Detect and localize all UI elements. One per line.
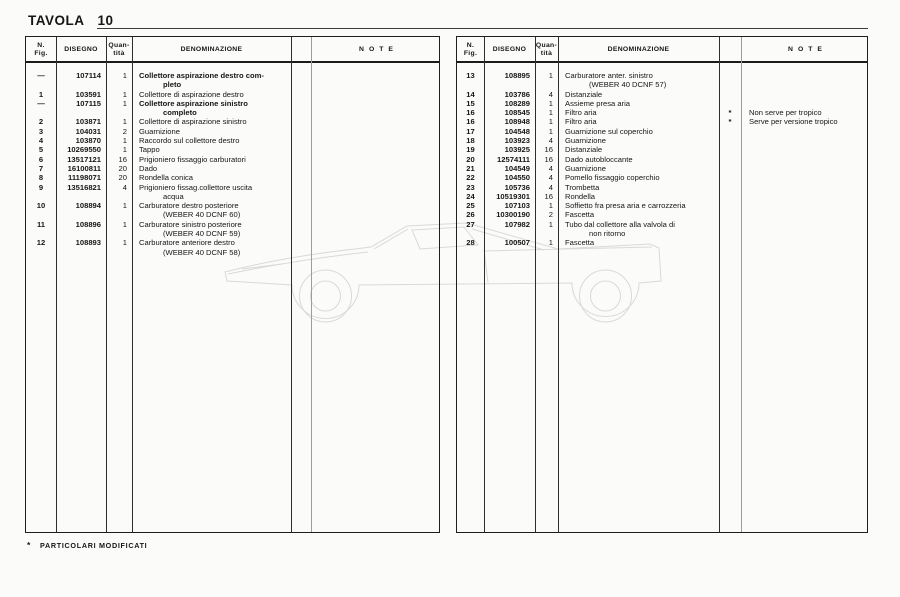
table-row (26, 90, 439, 99)
table-row (26, 220, 439, 239)
fig-cell: 15 (466, 98, 475, 108)
disegno-cell: 104031 (75, 126, 101, 136)
note-cell (741, 99, 869, 108)
table-row (26, 117, 439, 126)
denominazione-line: Dado (139, 163, 158, 173)
fig-cell: 19 (466, 145, 475, 155)
disegno-cell: 103871 (75, 117, 101, 127)
note-cell (741, 201, 869, 210)
denominazione-cell (132, 127, 291, 136)
column-divider (132, 37, 133, 532)
denominazione-line: Fascetta (565, 238, 595, 248)
note-cell (311, 99, 441, 118)
note-cell (311, 201, 441, 220)
disegno-cell: 10300190 (496, 210, 530, 220)
modified-part-star-icon (291, 127, 311, 136)
fig-cell: 24 (466, 191, 475, 201)
note-cell (741, 145, 869, 154)
denominazione-line: Collettore di aspirazione destro (139, 89, 244, 99)
denominazione-line: (WEBER 40 DCNF 58) (163, 247, 241, 257)
note-cell (741, 210, 869, 219)
denominazione-cell (558, 210, 719, 219)
disegno-cell: 104548 (504, 126, 530, 136)
fig-cell: 14 (466, 89, 475, 99)
denominazione-line: Guarnizione sul coperchio (565, 126, 653, 136)
denominazione-line: Collettore aspirazione sinistro (139, 98, 248, 108)
disegno-cell: 103786 (504, 89, 530, 99)
fig-cell: 25 (466, 201, 475, 211)
qty-cell: 16 (544, 154, 553, 164)
denominazione-cell (558, 71, 719, 90)
column-divider (558, 37, 559, 532)
header-quantita: Quan- tità (108, 42, 130, 57)
table-row (26, 136, 439, 145)
denominazione-line: (WEBER 40 DCNF 60) (163, 210, 241, 220)
fig-cell: 16 (466, 108, 475, 118)
denominazione-line: Rondella (565, 191, 595, 201)
denominazione-line: pleto (163, 80, 182, 90)
note-cell (741, 71, 869, 90)
modified-part-star-icon (291, 145, 311, 154)
disegno-cell: 108894 (75, 201, 101, 211)
table-row (26, 71, 439, 90)
modified-part-star-icon (719, 164, 741, 173)
denominazione-cell (132, 220, 291, 239)
denominazione-cell (132, 117, 291, 126)
qty-cell: 1 (548, 126, 553, 136)
header-fig: N. Fig. (34, 42, 48, 57)
disegno-cell: 12574111 (497, 154, 530, 164)
table-row (457, 71, 867, 90)
disegno-cell: 108895 (504, 71, 530, 80)
column-divider (719, 37, 720, 532)
note-cell (311, 220, 441, 239)
header-disegno: DISEGNO (492, 46, 527, 54)
qty-cell: 1 (548, 117, 553, 127)
fig-cell: 2 (38, 117, 44, 127)
qty-cell: 1 (548, 108, 553, 118)
fig-cell: 6 (38, 154, 44, 164)
fig-cell: 7 (38, 163, 44, 173)
title-rule (97, 28, 868, 29)
fig-cell: 22 (466, 173, 475, 183)
table-row (457, 127, 867, 136)
qty-cell: 20 (118, 173, 127, 183)
fig-cell: 8 (38, 173, 44, 183)
denominazione-line: Carburatore anteriore destro (139, 238, 235, 248)
footnote-text: PARTICOLARI MODIFICATI (40, 541, 148, 550)
note-cell (311, 90, 441, 99)
table-row (26, 201, 439, 220)
disegno-cell: 108289 (504, 98, 530, 108)
denominazione-line: Prigioniero fissaggio carburatori (139, 154, 246, 164)
fig-cell: — (37, 98, 45, 108)
qty-cell: 1 (548, 219, 553, 229)
fig-cell: 26 (466, 210, 475, 220)
parts-table-right (456, 36, 868, 533)
denominazione-cell (132, 201, 291, 220)
note-cell: Non serve per tropico (749, 108, 822, 118)
note-cell (741, 183, 869, 192)
table-body (26, 63, 439, 257)
denominazione-cell (558, 127, 719, 136)
note-cell: Serve per versione tropico (749, 117, 838, 127)
denominazione-line: Fascetta (565, 210, 595, 220)
column-divider (56, 37, 57, 532)
fig-cell: 5 (38, 145, 44, 155)
disegno-cell: 103870 (75, 136, 101, 146)
modified-part-star-icon (719, 192, 741, 201)
denominazione-cell (558, 145, 719, 154)
disegno-cell: 104549 (504, 163, 530, 173)
note-cell (741, 155, 869, 164)
qty-cell: 16 (544, 191, 553, 201)
fig-cell: 18 (466, 136, 475, 146)
denominazione-cell (132, 173, 291, 182)
disegno-cell: 108893 (75, 238, 101, 248)
column-divider (535, 37, 536, 532)
disegno-cell: 108545 (504, 108, 530, 118)
denominazione-line: Collettore aspirazione destro com- (139, 71, 264, 80)
table-row (457, 155, 867, 164)
denominazione-line: Soffietto fra presa aria e carrozzeria (565, 201, 686, 211)
table-row (26, 173, 439, 182)
qty-cell: 1 (122, 238, 127, 248)
page-title-label: TAVOLA (28, 13, 85, 28)
modified-part-star-icon (719, 173, 741, 182)
fig-cell: 27 (466, 219, 475, 229)
qty-cell: 1 (122, 219, 127, 229)
disegno-cell: 10269550 (67, 145, 101, 155)
modified-part-star-icon (291, 71, 311, 90)
modified-part-star-icon (719, 201, 741, 210)
column-divider (106, 37, 107, 532)
denominazione-line: Raccordo sul collettore destro (139, 136, 240, 146)
qty-cell: 4 (122, 182, 127, 192)
table-row (26, 155, 439, 164)
qty-cell: 1 (122, 98, 127, 108)
table-header-row (26, 37, 439, 63)
denominazione-line: Guarnizione (565, 163, 606, 173)
denominazione-line: Carburatore sinistro posteriore (139, 219, 242, 229)
disegno-cell: 10519301 (496, 191, 530, 201)
denominazione-line: Prigioniero fissag.collettore uscita (139, 182, 253, 192)
table-row (457, 90, 867, 99)
fig-cell: 12 (36, 238, 46, 248)
denominazione-line: Dado autobloccante (565, 154, 633, 164)
note-cell (741, 220, 869, 239)
denominazione-line: Tubo dal collettore alla valvola di (565, 219, 675, 229)
table-row (26, 127, 439, 136)
modified-part-star-icon: * (728, 117, 732, 127)
qty-cell: 4 (548, 163, 553, 173)
qty-cell: 1 (122, 89, 127, 99)
disegno-cell: 107982 (504, 219, 530, 229)
fig-cell: 16 (466, 117, 475, 127)
modified-part-star-icon (291, 238, 311, 257)
page-title-number: 10 (97, 13, 114, 28)
note-cell (311, 136, 441, 145)
note-cell (311, 127, 441, 136)
denominazione-cell (558, 173, 719, 182)
table-row (457, 220, 867, 239)
fig-cell: 9 (38, 182, 44, 192)
note-cell (311, 71, 441, 90)
note-cell (741, 238, 869, 247)
denominazione-cell (558, 90, 719, 99)
qty-cell: 4 (548, 89, 553, 99)
table-row (457, 201, 867, 210)
denominazione-line: (WEBER 40 DCNF 59) (163, 229, 241, 239)
table-row (457, 108, 867, 117)
table-row (26, 238, 439, 257)
note-cell (311, 145, 441, 154)
table-row (457, 210, 867, 219)
fig-cell: 28 (466, 238, 475, 248)
denominazione-cell (132, 136, 291, 145)
denominazione-cell (132, 183, 291, 202)
fig-cell: 11 (36, 219, 46, 229)
fig-cell: 3 (38, 126, 44, 136)
qty-cell: 4 (548, 136, 553, 146)
modified-part-star-icon (719, 99, 741, 108)
disegno-cell: 107103 (504, 201, 530, 211)
denominazione-line: Carburatore anter. sinistro (565, 71, 653, 80)
qty-cell: 1 (122, 117, 127, 127)
qty-cell: 1 (548, 98, 553, 108)
modified-part-star-icon (291, 201, 311, 220)
modified-part-star-icon (291, 220, 311, 239)
denominazione-cell (558, 201, 719, 210)
disegno-cell: 100507 (504, 238, 530, 248)
table-row (26, 99, 439, 118)
table-row (457, 173, 867, 182)
fig-cell: 1 (38, 89, 44, 99)
qty-cell: 4 (548, 173, 553, 183)
fig-cell: 17 (466, 126, 475, 136)
note-cell (741, 127, 869, 136)
denominazione-cell (558, 117, 719, 126)
header-quantita: Quan- tità (535, 42, 558, 57)
fig-cell: 21 (466, 163, 475, 173)
denominazione-line: Guarnizione (565, 136, 606, 146)
modified-part-star-icon (719, 220, 741, 239)
note-cell (741, 173, 869, 182)
qty-cell: 1 (122, 71, 127, 80)
denominazione-line: Rondella conica (139, 173, 194, 183)
modified-part-star-icon (719, 183, 741, 192)
denominazione-line: Filtro aria (565, 117, 597, 127)
denominazione-line: non ritorno (589, 229, 626, 239)
disegno-cell: 107115 (76, 98, 101, 108)
modified-part-star-icon (291, 117, 311, 126)
fig-cell: 10 (36, 201, 46, 211)
header-denominazione: DENOMINAZIONE (180, 46, 243, 54)
denominazione-line: completo (163, 108, 197, 118)
modified-part-star-icon (719, 145, 741, 154)
modified-part-star-icon (291, 164, 311, 173)
note-cell (311, 238, 441, 257)
denominazione-cell (558, 220, 719, 239)
disegno-cell: 13516821 (67, 182, 101, 192)
disegno-cell: 16100811 (67, 163, 101, 173)
qty-cell: 16 (544, 145, 553, 155)
table-body (457, 63, 867, 248)
denominazione-line: Distanziale (565, 145, 603, 155)
header-denominazione: DENOMINAZIONE (607, 46, 670, 54)
disegno-cell: 11198071 (68, 173, 101, 183)
footnote (27, 541, 147, 550)
modified-part-star-icon (719, 210, 741, 219)
note-cell (741, 192, 869, 201)
table-row (457, 183, 867, 192)
denominazione-cell (558, 238, 719, 247)
note-cell (741, 136, 869, 145)
disegno-cell: 108948 (504, 117, 530, 127)
page-title (28, 13, 114, 28)
denominazione-line: Assieme presa aria (565, 98, 630, 108)
qty-cell: 4 (548, 182, 553, 192)
disegno-cell: 107114 (76, 71, 101, 80)
modified-part-star-icon (291, 90, 311, 99)
denominazione-cell (558, 192, 719, 201)
modified-part-star-icon (291, 136, 311, 145)
modified-part-star-icon (719, 155, 741, 164)
fig-cell: — (37, 71, 45, 80)
qty-cell: 1 (548, 238, 553, 248)
table-row (26, 145, 439, 154)
qty-cell: 2 (548, 210, 553, 220)
disegno-cell: 108896 (75, 219, 101, 229)
denominazione-cell (132, 90, 291, 99)
denominazione-cell (558, 136, 719, 145)
denominazione-cell (132, 99, 291, 118)
denominazione-cell (558, 99, 719, 108)
table-header-row (457, 37, 867, 63)
qty-cell: 16 (118, 154, 127, 164)
denominazione-line: (WEBER 40 DCNF 57) (589, 80, 667, 90)
qty-cell: 20 (118, 163, 127, 173)
table-row (26, 183, 439, 202)
modified-part-star-icon (719, 127, 741, 136)
qty-cell: 1 (122, 201, 127, 211)
table-row (457, 238, 867, 247)
note-cell (741, 164, 869, 173)
disegno-cell: 104550 (504, 173, 530, 183)
disegno-cell: 13517121 (67, 154, 101, 164)
modified-part-star-icon (719, 136, 741, 145)
denominazione-line: acqua (163, 191, 184, 201)
parts-table-left (25, 36, 440, 533)
qty-cell: 1 (122, 145, 127, 155)
note-cell (311, 117, 441, 126)
denominazione-cell (132, 145, 291, 154)
denominazione-line: Carburatore destro posteriore (139, 201, 239, 211)
denominazione-cell (132, 164, 291, 173)
table-row (457, 99, 867, 108)
modified-part-star-icon (719, 238, 741, 247)
fig-cell: 4 (38, 136, 44, 146)
denominazione-cell (558, 108, 719, 117)
disegno-cell: 105736 (504, 182, 530, 192)
denominazione-line: Guarnizione (139, 126, 180, 136)
asterisk-icon: * (27, 540, 32, 550)
denominazione-line: Collettore di aspirazione sinistro (139, 117, 247, 127)
modified-part-star-icon (291, 155, 311, 164)
modified-part-star-icon: * (728, 108, 732, 118)
denominazione-line: Filtro aria (565, 108, 597, 118)
modified-part-star-icon (719, 90, 741, 99)
qty-cell: 1 (122, 136, 127, 146)
note-cell (311, 155, 441, 164)
denominazione-line: Tappo (139, 145, 160, 155)
fig-cell: 20 (466, 154, 475, 164)
qty-cell: 1 (548, 71, 553, 80)
column-divider (741, 37, 742, 532)
denominazione-cell (132, 238, 291, 257)
column-divider (484, 37, 485, 532)
denominazione-cell (558, 164, 719, 173)
qty-cell: 1 (548, 201, 553, 211)
fig-cell: 13 (466, 71, 475, 80)
note-cell (311, 173, 441, 182)
fig-cell: 23 (466, 182, 475, 192)
denominazione-line: Trombetta (565, 182, 600, 192)
table-row (457, 117, 867, 126)
note-cell (311, 183, 441, 202)
denominazione-line: Pomello fissaggio coperchio (565, 173, 660, 183)
header-fig: N. Fig. (463, 42, 478, 57)
table-row (457, 136, 867, 145)
denominazione-cell (558, 155, 719, 164)
disegno-cell: 103925 (504, 145, 530, 155)
disegno-cell: 103591 (75, 89, 101, 99)
denominazione-cell (132, 155, 291, 164)
table-row (26, 164, 439, 173)
denominazione-line: Distanziale (565, 89, 603, 99)
denominazione-cell (558, 183, 719, 192)
header-note: NOTE (788, 46, 827, 54)
column-divider (311, 37, 312, 532)
note-cell (741, 90, 869, 99)
modified-part-star-icon (719, 71, 741, 90)
column-divider (291, 37, 292, 532)
modified-part-star-icon (291, 183, 311, 202)
note-cell (311, 164, 441, 173)
table-row (457, 145, 867, 154)
disegno-cell: 103923 (504, 136, 530, 146)
qty-cell: 2 (122, 126, 127, 136)
denominazione-cell (132, 71, 291, 90)
modified-part-star-icon (291, 99, 311, 118)
header-disegno: DISEGNO (64, 46, 98, 54)
table-row (457, 164, 867, 173)
modified-part-star-icon (291, 173, 311, 182)
header-note: NOTE (359, 46, 398, 54)
table-row (457, 192, 867, 201)
